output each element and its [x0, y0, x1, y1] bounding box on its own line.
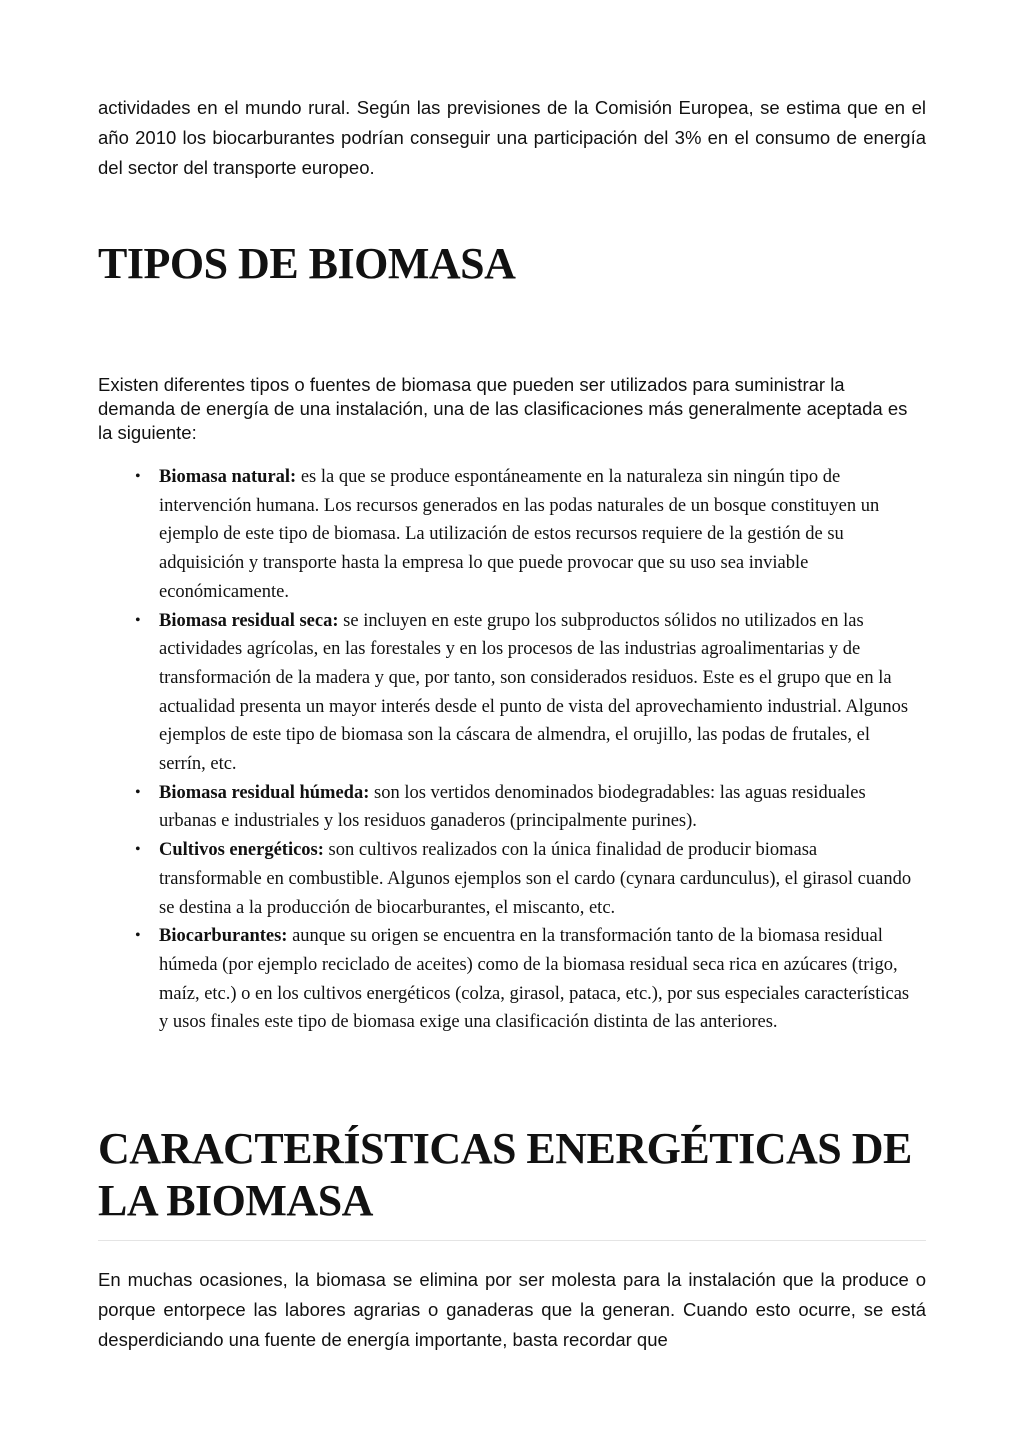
list-item-term: Biomasa residual seca:	[159, 610, 339, 631]
bullet-icon: •	[135, 841, 141, 859]
list-item-text: son los vertidos denominados biodegradables: las aguas residuales urbanas e industriales y los residuos ganaderos (principalmente purines).	[159, 782, 866, 832]
list-item-text: son cultivos realizados con la única finalidad de producir biomasa transformable en combustible. Algunos ejemplos son el cardo (cynara cardunculus), el girasol cuando se destina a la producción de biocarburantes, el miscanto, etc.	[159, 840, 912, 918]
bullet-icon: •	[135, 927, 141, 945]
list-item	[98, 836, 926, 922]
section-divider	[98, 1240, 926, 1241]
list-item	[98, 607, 926, 779]
biomass-types-list	[98, 463, 926, 1037]
bullet-icon: •	[135, 611, 141, 629]
tipos-intro-paragraph: Existen diferentes tipos o fuentes de biomasa que pueden ser utilizados para suministrar la demanda de energía de una instalación, una de las clasificaciones más generalmente aceptada es la siguiente:	[98, 374, 908, 443]
section-heading-tipos: TIPOS DE BIOMASA	[98, 239, 516, 288]
list-item-term: Cultivos energéticos:	[159, 840, 324, 861]
list-item-term: Biocarburantes:	[159, 926, 288, 947]
list-item-term: Biomasa natural:	[159, 467, 297, 487]
bullet-icon: •	[135, 783, 141, 801]
bullet-icon: •	[135, 468, 141, 485]
list-item	[98, 779, 926, 836]
list-item-text: se incluyen en este grupo los subproductos sólidos no utilizados en las actividades agrícolas, en las forestales y en los procesos de las industrias agroalimentarias y de transformación de la madera y que, por tanto, son considerados residuos. Este es el grupo que en la actualidad presenta un mayor interés desde el punto de vista del aprovechamiento industrial. Algunos ejemplos de este tipo de biomasa son la cáscara de almendra, el orujillo, las podas de frutales, el serrín, etc.	[159, 610, 909, 775]
caracteristicas-paragraph: En muchas ocasiones, la biomasa se elimina por ser molesta para la instalación que la produce o porque entorpece las labores agrarias o ganaderas que la generan. Cuando esto ocurre, se está desperdiciando una fuente de energía importante, basta recordar que	[98, 1269, 926, 1350]
list-item	[98, 463, 926, 607]
list-item-term: Biomasa residual húmeda:	[159, 782, 370, 803]
section-heading-caracteristicas: CARACTERÍSTICAS ENERGÉTICAS DE LA BIOMASA	[98, 1124, 912, 1225]
list-item-text: aunque su origen se encuentra en la transformación tanto de la biomasa residual húmeda (por ejemplo reciclado de aceites) como de la biomasa residual seca rica en azúcares (trigo, maíz, etc.) o en los cultivos energéticos (colza, girasol, pataca, etc.), por sus especiales características y usos finales este tipo de biomasa exige una clasificación distinta de las anteriores.	[159, 926, 910, 1033]
list-item	[98, 922, 926, 1037]
intro-paragraph: actividades en el mundo rural. Según las previsiones de la Comisión Europea, se estima que en el año 2010 los biocarburantes podrían conseguir una participación del 3% en el consumo de energía del sector del transporte europeo.	[98, 97, 926, 178]
list-item-text: es la que se produce espontáneamente en la naturaleza sin ningún tipo de intervención humana. Los recursos generados en las podas naturales de un bosque constituyen un ejemplo de este tipo de biomasa. La utilización de estos recursos requiere de la gestión de su adquisición y transporte hasta la empresa lo que puede provocar que su uso sea inviable económicamente.	[159, 467, 880, 602]
